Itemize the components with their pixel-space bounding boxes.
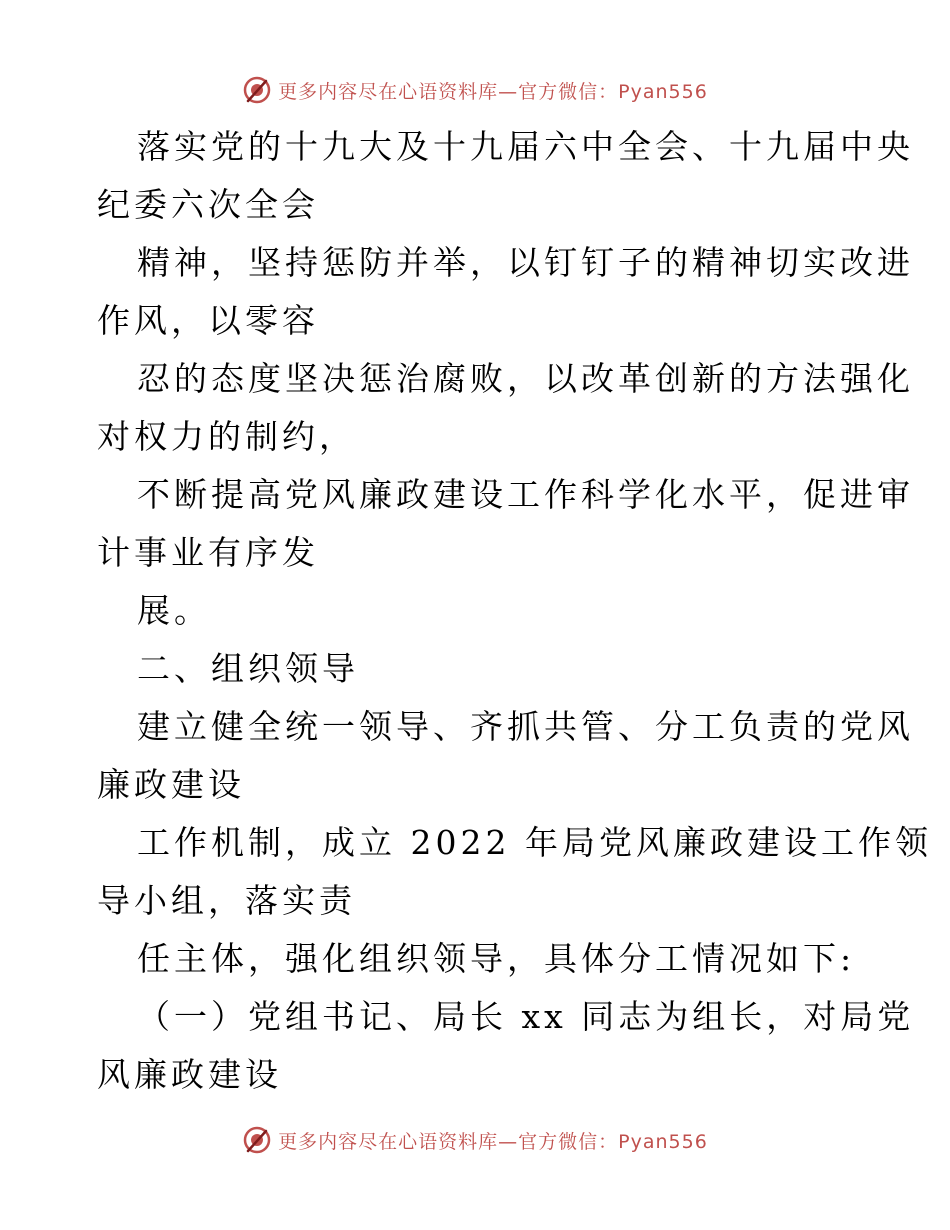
text-line: 工作机制，成立 2022 年局党风廉政建设工作领 <box>137 823 932 862</box>
text-line: （一）党组书记、局长 xx 同志为组长，对局党 <box>137 997 915 1036</box>
watermark-text: 更多内容尽在心语资料库—官方微信：Pyan556 <box>278 1130 708 1153</box>
text-line: 纪委六次全会 <box>97 185 319 224</box>
text-line: 不断提高党风廉政建设工作科学化水平，促进审 <box>137 475 914 514</box>
text-line: 落实党的十九大及十九届六中全会、十九届中央 <box>137 127 914 166</box>
text-line: 作风，以零容 <box>97 301 319 340</box>
section-heading: 二、组织领导 <box>137 649 359 688</box>
text-line: 计事业有序发 <box>97 533 319 572</box>
text-line: 导小组，落实责 <box>97 881 356 920</box>
text-line: 展。 <box>137 591 211 630</box>
quill-logo-icon <box>242 1125 272 1155</box>
text-line: 廉政建设 <box>97 765 245 804</box>
text-line: 忍的态度坚决惩治腐败，以改革创新的方法强化 <box>137 359 914 398</box>
text-line: 风廉政建设 <box>97 1055 282 1094</box>
text-line: 对权力的制约， <box>97 417 356 456</box>
watermark-text: 更多内容尽在心语资料库—官方微信：Pyan556 <box>278 80 708 103</box>
text-line: 任主体，强化组织领导，具体分工情况如下: <box>137 939 856 978</box>
header-watermark <box>0 72 950 108</box>
text-line: 建立健全统一领导、齐抓共管、分工负责的党风 <box>137 707 914 746</box>
footer-watermark <box>0 1122 950 1158</box>
quill-logo-icon <box>242 75 272 105</box>
text-line: 精神，坚持惩防并举，以钉钉子的精神切实改进 <box>137 243 914 282</box>
